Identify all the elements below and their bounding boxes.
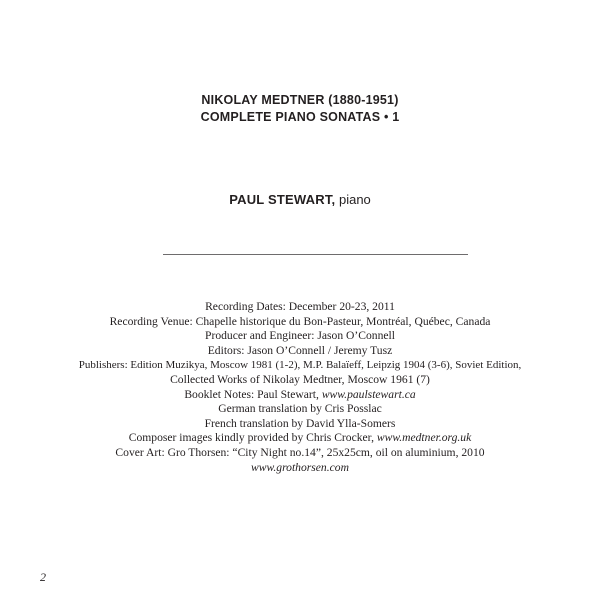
medtner-url: www.medtner.org.uk xyxy=(376,431,472,445)
album-work-title: COMPLETE PIANO SONATAS • 1 xyxy=(200,110,400,124)
credit-line: Producer and Engineer: Jason O’Connell xyxy=(205,329,395,343)
credit-line: Recording Venue: Chapelle historique du Bon-Pasteur, Montréal, Québec, Canada xyxy=(109,314,491,328)
album-composer-title: NIKOLAY MEDTNER (1880-1951) xyxy=(201,93,399,107)
credit-line: German translation by Cris Posslac xyxy=(218,402,382,416)
credit-line: Publishers: Edition Muzikya, Moscow 1981 (1-2), M.P. Balaïeff, Leipzig 1904 (3-6), Soviet Edition, xyxy=(78,359,522,372)
performer-name: PAUL STEWART, xyxy=(229,192,336,207)
credits-block xyxy=(0,300,600,475)
credit-line: French translation by David Ylla-Somers xyxy=(204,416,396,430)
grothorsen-url: www.grothorsen.com xyxy=(251,460,349,474)
paulstewart-url: www.paulstewart.ca xyxy=(321,387,416,401)
horizontal-divider xyxy=(163,254,468,255)
credit-line: Editors: Jason O’Connell / Jeremy Tusz xyxy=(207,343,393,357)
credit-line: Booklet Notes: Paul Stewart, www.paulstewart.ca xyxy=(184,387,416,401)
credit-line: Collected Works of Nikolay Medtner, Moscow 1961 (7) xyxy=(170,372,430,386)
credit-line: Composer images kindly provided by Chris Crocker, www.medtner.org.uk xyxy=(128,431,472,445)
performer-instrument: piano xyxy=(338,192,371,207)
credit-line xyxy=(0,461,600,476)
page-number: 2 xyxy=(40,570,46,584)
performer-credit xyxy=(229,192,371,207)
credit-line: Recording Dates: December 20-23, 2011 xyxy=(205,300,395,313)
title-block xyxy=(0,92,600,126)
credit-line: Cover Art: Gro Thorsen: “City Night no.14”, 25x25cm, oil on aluminium, 2010 xyxy=(115,445,485,459)
performer-block xyxy=(0,191,600,209)
